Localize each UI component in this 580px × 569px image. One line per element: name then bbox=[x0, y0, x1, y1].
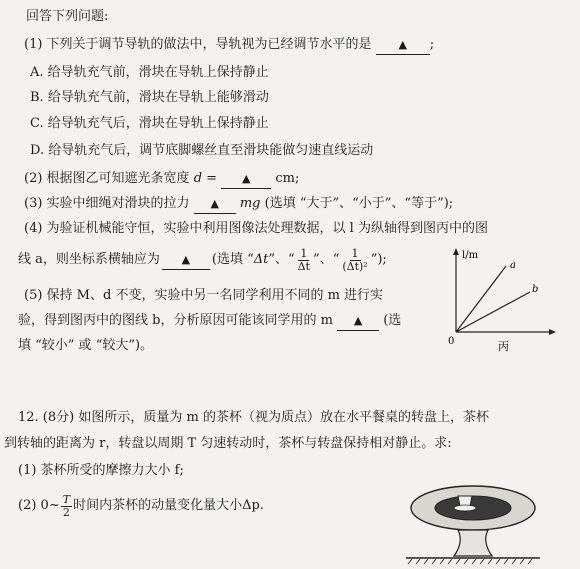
question-2: (2) 根据图乙可知遮光条宽度 d = ▲ cm; bbox=[24, 170, 299, 189]
question-12-line2: 到转轴的距离为 r，转盘以周期 T 匀速转动时，茶杯与转盘保持相对静止。求: bbox=[4, 436, 452, 451]
graph-caption: 丙 bbox=[498, 340, 509, 352]
q5-answer-blank[interactable]: ▲ bbox=[337, 312, 379, 331]
fraction-1-over-dt-squared: $\frac{1}{\text{(Δt)²}}$ bbox=[342, 246, 368, 273]
fraction-1-over-dt: $\frac{1}{\Delta t}$ bbox=[297, 246, 311, 273]
q3-answer-blank[interactable]: ▲ bbox=[194, 195, 236, 214]
line-b bbox=[456, 292, 530, 332]
q2-answer-blank[interactable]: ▲ bbox=[221, 170, 271, 189]
q1-option-a: A. 给导轨充气前，滑块在导轨上保持静止 bbox=[30, 65, 269, 80]
q1-option-c: C. 给导轨充气后，滑块在导轨上保持静止 bbox=[30, 116, 269, 131]
question-12-sub1: (1) 茶杯所受的摩擦力大小 f; bbox=[18, 463, 184, 478]
x-axis-arrow bbox=[549, 329, 556, 335]
question-1: (1) 下列关于调节导轨的做法中，导轨视为已经调节水平的是 ▲ ; bbox=[24, 36, 434, 55]
ground-hatching bbox=[408, 559, 532, 564]
question-5-line2: 验，得到图丙中的图线 b，分析原因可能该同学用的 m ▲ (选 bbox=[18, 312, 401, 331]
question-4: (4) 为验证机械能守恒，实验中利用图像法处理数据，以 l 为纵轴得到图丙中的图 bbox=[24, 221, 488, 236]
fraction-t-over-2: $\frac{T}{2}$ bbox=[62, 492, 71, 519]
question-12-sub2: (2) 0~ $\frac{T}{2}$ 时间内茶杯的动量变化量大小Δp. bbox=[18, 492, 264, 519]
question-5-line3: 填 “较小” 或 “较大”)。 bbox=[18, 338, 154, 353]
line-a-label: a bbox=[510, 260, 516, 271]
line-a bbox=[456, 266, 506, 332]
question-4-choices: 线 a，则坐标系横轴应为 ▲ (选填 “ Δt ”、“ $\frac{1}{\Delta t}$ ”、“ $\frac{1}{\text{(Δt)²}}$ ”); bbox=[18, 246, 387, 273]
turntable-illustration bbox=[398, 482, 548, 566]
origin-label: 0 bbox=[448, 336, 455, 347]
table-stand bbox=[454, 530, 492, 556]
cup-saucer bbox=[454, 505, 476, 511]
section-header: 回答下列问题: bbox=[26, 9, 109, 24]
y-axis-arrow bbox=[453, 248, 459, 255]
question-3: (3) 实验中细绳对滑块的拉力 ▲ mg (选填 “大于”、“小于”、“等于”); bbox=[24, 195, 453, 214]
y-axis-label: l/m bbox=[462, 250, 479, 261]
line-b-label: b bbox=[532, 284, 539, 295]
question-5: (5) 保持 M、d 不变，实验中另一名同学利用不同的 m 进行实 bbox=[24, 288, 384, 303]
q1-option-b: B. 给导轨充气前，滑块在导轨上能够滑动 bbox=[30, 90, 269, 105]
question-12: 12. (8分) 如图所示，质量为 m 的茶杯（视为质点）放在水平餐桌的转盘上，茶杯 bbox=[18, 410, 489, 425]
q4-answer-blank[interactable]: ▲ bbox=[162, 251, 210, 270]
q1-answer-blank[interactable]: ▲ bbox=[376, 36, 430, 55]
q1-option-d: D. 给导轨充气后，调节底脚螺丝直至滑块能做匀速直线运动 bbox=[30, 143, 374, 158]
q1-text: (1) 下列关于调节导轨的做法中，导轨视为已经调节水平的是 bbox=[24, 37, 372, 52]
graph-bing bbox=[440, 246, 560, 352]
